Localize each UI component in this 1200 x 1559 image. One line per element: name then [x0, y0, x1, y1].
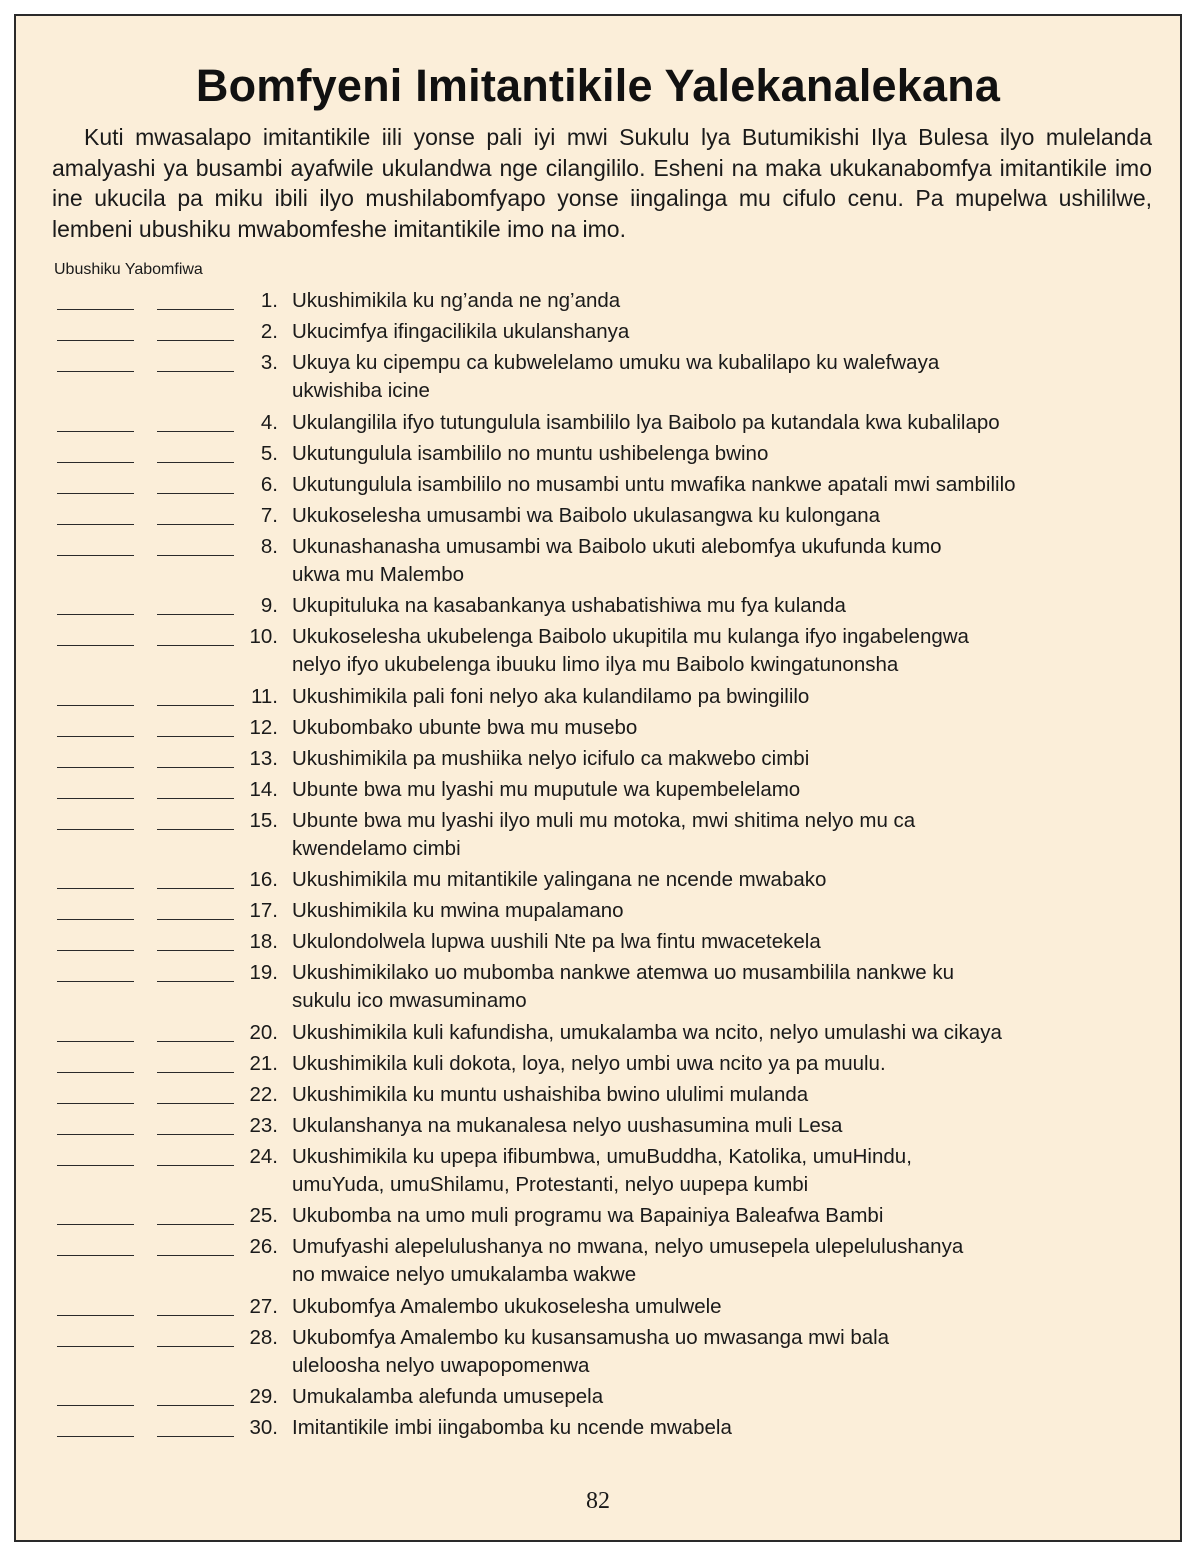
item-text-line: Umufyashi alepelulushanya no mwana, nelyo umusepela ulepelulushanya [292, 1235, 964, 1258]
date-blank-2[interactable] [157, 1134, 234, 1135]
date-blank-2[interactable] [157, 555, 234, 556]
item-text-line: Ukutungulula isambililo no musambi untu mwafika nankwe apatali mwi sambililo [292, 472, 1016, 496]
date-blank-1[interactable] [57, 1224, 134, 1225]
item-text-line: Ubunte bwa mu lyashi mu muputule wa kupembelelamo [292, 777, 801, 801]
item-text [292, 1112, 1132, 1140]
date-blank-2[interactable] [157, 309, 234, 310]
item-text-line: Ukushimikila ku ng’anda ne ng’anda [292, 289, 621, 312]
item-text-line: Ukulanshanya na mukanalesa nelyo uushasumina muli Lesa [292, 1113, 843, 1137]
date-blank-1[interactable] [57, 1405, 134, 1406]
date-blank-1[interactable] [57, 798, 134, 799]
date-blank-2[interactable] [157, 1346, 234, 1347]
date-blank-2[interactable] [157, 829, 234, 830]
date-blank-2[interactable] [157, 1436, 234, 1437]
date-blank-2[interactable] [157, 950, 234, 951]
date-blank-1[interactable] [57, 493, 134, 494]
date-blank-1[interactable] [57, 1255, 134, 1256]
item-number: 6. [260, 472, 278, 496]
date-blank-1[interactable] [57, 614, 134, 615]
item-number: 20. [249, 1020, 278, 1044]
item-text [292, 928, 1132, 956]
item-number: 24. [249, 1144, 278, 1168]
item-text-line: Ukucimfya ifingacilikila ukulanshanya [292, 320, 630, 343]
item-text-line: Ukushimikila mu mitantikile yalingana ne ncende mwabako [292, 868, 827, 891]
item-text-line: Ukuya ku cipempu ca kubwelelamo umuku wa kubalilapo ku walefwaya [292, 351, 940, 374]
date-blank-2[interactable] [157, 705, 234, 706]
item-text-line: Ukushimikila pali foni nelyo aka kulandilamo pa bwingililo [292, 684, 810, 708]
date-blank-2[interactable] [157, 798, 234, 799]
item-text [292, 683, 1132, 711]
date-blank-1[interactable] [57, 767, 134, 768]
item-text-line: Ukukoselesha umusambi wa Baibolo ukulasangwa ku kulongana [292, 503, 881, 527]
item-text [292, 349, 1132, 405]
item-number: 8. [260, 534, 278, 558]
date-blank-1[interactable] [57, 462, 134, 463]
item-number: 9. [260, 594, 278, 617]
date-blank-2[interactable] [157, 888, 234, 889]
date-blank-1[interactable] [57, 309, 134, 310]
item-text-line: Imitantikile imbi iingabomba ku ncende mwabela [292, 1416, 732, 1439]
item-number: 12. [249, 715, 278, 739]
item-text-line: Ukushimikila pa mushiika nelyo icifulo ca makwebo cimbi [292, 746, 810, 770]
date-blank-2[interactable] [157, 1165, 234, 1166]
date-blank-1[interactable] [57, 950, 134, 951]
item-text [292, 776, 1132, 804]
date-blank-2[interactable] [157, 340, 234, 341]
date-blank-2[interactable] [157, 981, 234, 982]
item-text-line: Ukulondolwela lupwa uushili Nte pa lwa fintu mwacetekela [292, 930, 821, 953]
date-blank-1[interactable] [57, 431, 134, 432]
item-number: 29. [249, 1385, 278, 1408]
item-text-line: Ukubomfya Amalembo ku kusansamusha uo mwasanga mwi bala [292, 1325, 890, 1349]
date-blank-1[interactable] [57, 705, 134, 706]
item-text [292, 287, 1132, 315]
date-blank-2[interactable] [157, 614, 234, 615]
date-blank-2[interactable] [157, 645, 234, 646]
date-blank-1[interactable] [57, 371, 134, 372]
item-number: 22. [249, 1082, 278, 1106]
item-text-line: Ukushimikila ku upepa ifibumbwa, umuBuddha, Katolika, umuHindu, [292, 1144, 912, 1168]
date-blank-2[interactable] [157, 767, 234, 768]
date-blank-1[interactable] [57, 1134, 134, 1135]
item-number: 13. [249, 746, 278, 770]
date-blank-2[interactable] [157, 1255, 234, 1256]
item-number: 30. [249, 1416, 278, 1439]
item-number: 7. [260, 503, 278, 527]
item-text [292, 623, 1132, 679]
date-blank-1[interactable] [57, 1346, 134, 1347]
date-blank-2[interactable] [157, 919, 234, 920]
item-number: 1. [260, 289, 278, 312]
item-text [292, 1383, 1132, 1411]
item-text [292, 1233, 1132, 1289]
date-blank-1[interactable] [57, 524, 134, 525]
date-blank-1[interactable] [57, 919, 134, 920]
item-text-line: ukwa mu Malembo [292, 562, 465, 586]
item-text [292, 409, 1132, 437]
date-blank-2[interactable] [157, 493, 234, 494]
item-number: 5. [260, 441, 278, 465]
date-blank-1[interactable] [57, 1103, 134, 1104]
item-number: 16. [249, 868, 278, 891]
date-blank-1[interactable] [57, 981, 134, 982]
date-blank-2[interactable] [157, 1041, 234, 1042]
item-number: 19. [249, 961, 278, 984]
date-blank-1[interactable] [57, 888, 134, 889]
item-number: 21. [249, 1051, 278, 1075]
item-text-line: Ukulangilila ifyo tutungulula isambililo lya Baibolo pa kutandala kwa kubalilapo [292, 410, 1000, 434]
date-blank-1[interactable] [57, 1436, 134, 1437]
item-text [292, 1324, 1132, 1380]
item-text-line: Ukushimikila kuli kafundisha, umukalamba wa ncito, nelyo umulashi wa cikaya [292, 1020, 1002, 1044]
page [14, 14, 1182, 1542]
item-text-line: Ukukoselesha ukubelenga Baibolo ukupitila mu kulanga ifyo ingabelengwa [292, 625, 969, 648]
item-number: 23. [249, 1113, 278, 1137]
date-blank-1[interactable] [57, 1165, 134, 1166]
item-text-line: Ukushimikila ku muntu ushaishiba bwino ululimi mulanda [292, 1082, 809, 1106]
item-text-line: no mwaice nelyo umukalamba wakwe [292, 1263, 637, 1286]
date-blank-2[interactable] [157, 1224, 234, 1225]
item-number: 26. [249, 1235, 278, 1258]
date-blank-2[interactable] [157, 462, 234, 463]
date-blank-1[interactable] [57, 736, 134, 737]
item-text-line: Ubunte bwa mu lyashi ilyo muli mu motoka, mwi shitima nelyo mu ca [292, 808, 916, 832]
item-number: 18. [249, 930, 278, 953]
item-number: 10. [249, 625, 278, 648]
page-title: Bomfyeni Imitantikile Yalekanalekana [195, 60, 1001, 111]
date-blank-2[interactable] [157, 736, 234, 737]
item-text-line: Ukupituluka na kasabankanya ushabatishiwa mu fya kulanda [292, 594, 846, 617]
item-text-line: uleloosha nelyo uwapopomenwa [292, 1353, 590, 1377]
date-blank-1[interactable] [57, 1315, 134, 1316]
date-blank-2[interactable] [157, 524, 234, 525]
item-text-line: sukulu ico mwasuminamo [292, 989, 527, 1012]
date-blank-1[interactable] [57, 555, 134, 556]
date-blank-2[interactable] [157, 1072, 234, 1073]
item-text-line: Ukubomfya Amalembo ukukoselesha umulwele [292, 1294, 722, 1318]
date-blank-2[interactable] [157, 1405, 234, 1406]
date-blank-1[interactable] [57, 1041, 134, 1042]
item-text-line: nelyo ifyo ukubelenga ibuuku limo ilya mu Baibolo kwingatunonsha [292, 653, 899, 676]
item-number: 25. [249, 1204, 278, 1227]
date-blank-2[interactable] [157, 1315, 234, 1316]
date-column-header: Ubushiku Yabomfiwa [54, 261, 203, 278]
item-text-line: umuYuda, umuShilamu, Protestanti, nelyo uupepa kumbi [292, 1172, 809, 1196]
item-text [292, 745, 1132, 773]
item-number: 15. [249, 808, 278, 832]
page-number: 82 [586, 1488, 610, 1514]
date-blank-1[interactable] [57, 1072, 134, 1073]
item-number: 3. [260, 351, 278, 374]
item-text [292, 959, 1132, 1015]
item-text [292, 1143, 1132, 1199]
item-text [292, 1019, 1132, 1047]
date-blank-1[interactable] [57, 645, 134, 646]
item-text-line: kwendelamo cimbi [292, 836, 461, 860]
item-text [292, 1202, 1132, 1230]
item-text [292, 1414, 1132, 1442]
item-text [292, 866, 1132, 894]
item-text [292, 897, 1132, 925]
item-text [292, 318, 1132, 346]
item-text-line: Ukushimikilako uo mubomba nankwe atemwa uo musambilila nankwe ku [292, 961, 955, 984]
item-text-line: Ukubombako ubunte bwa mu musebo [292, 715, 638, 739]
date-blank-1[interactable] [57, 829, 134, 830]
item-text [292, 1050, 1132, 1078]
item-text-line: Ukushimikila ku mwina mupalamano [292, 899, 624, 922]
date-blank-2[interactable] [157, 1103, 234, 1104]
item-text [292, 1293, 1132, 1321]
item-number: 14. [249, 777, 278, 801]
item-text [292, 1081, 1132, 1109]
item-text [292, 807, 1132, 863]
item-number: 11. [251, 684, 278, 708]
item-number: 4. [260, 410, 278, 434]
item-text [292, 533, 1132, 589]
item-text-line: ukwishiba icine [292, 379, 430, 402]
item-text [292, 714, 1132, 742]
item-text-line: Ukunashanasha umusambi wa Baibolo ukuti alebomfya ukufunda kumo [292, 534, 942, 558]
item-number: 27. [249, 1294, 278, 1318]
date-blank-2[interactable] [157, 431, 234, 432]
item-text [292, 502, 1132, 530]
item-number: 2. [260, 320, 278, 343]
item-text-line: Ukubomba na umo muli programu wa Bapainiya Baleafwa Bambi [292, 1204, 884, 1227]
item-text-line: Ukushimikila kuli dokota, loya, nelyo umbi uwa ncito ya pa muulu. [292, 1051, 886, 1075]
date-blank-2[interactable] [157, 371, 234, 372]
item-text [292, 440, 1132, 468]
intro-paragraph: Kuti mwasalapo imitantikile iili yonse pali iyi mwi Sukulu lya Butumikishi Ilya Bulesa ilyo mulelanda amalyashi ya busambi ayafwile ukulandwa nge cilangililo. Esheni na maka ukukanabomfya imitantikile imo ine ukucila pa miku ibili ilyo mushilabomfyapo yonse iingalinga mu cifulo cenu. Pa mupelwa ushililwe, lembeni ubushiku mwabomfeshe imitantikile imo na imo. [52, 124, 1152, 242]
item-text [292, 471, 1132, 499]
date-blank-1[interactable] [57, 340, 134, 341]
item-number: 17. [249, 899, 278, 922]
item-text-line: Umukalamba alefunda umusepela [292, 1385, 604, 1408]
item-text-line: Ukutungulula isambililo no muntu ushibelenga bwino [292, 441, 769, 465]
item-number: 28. [249, 1325, 278, 1349]
item-text [292, 592, 1132, 620]
